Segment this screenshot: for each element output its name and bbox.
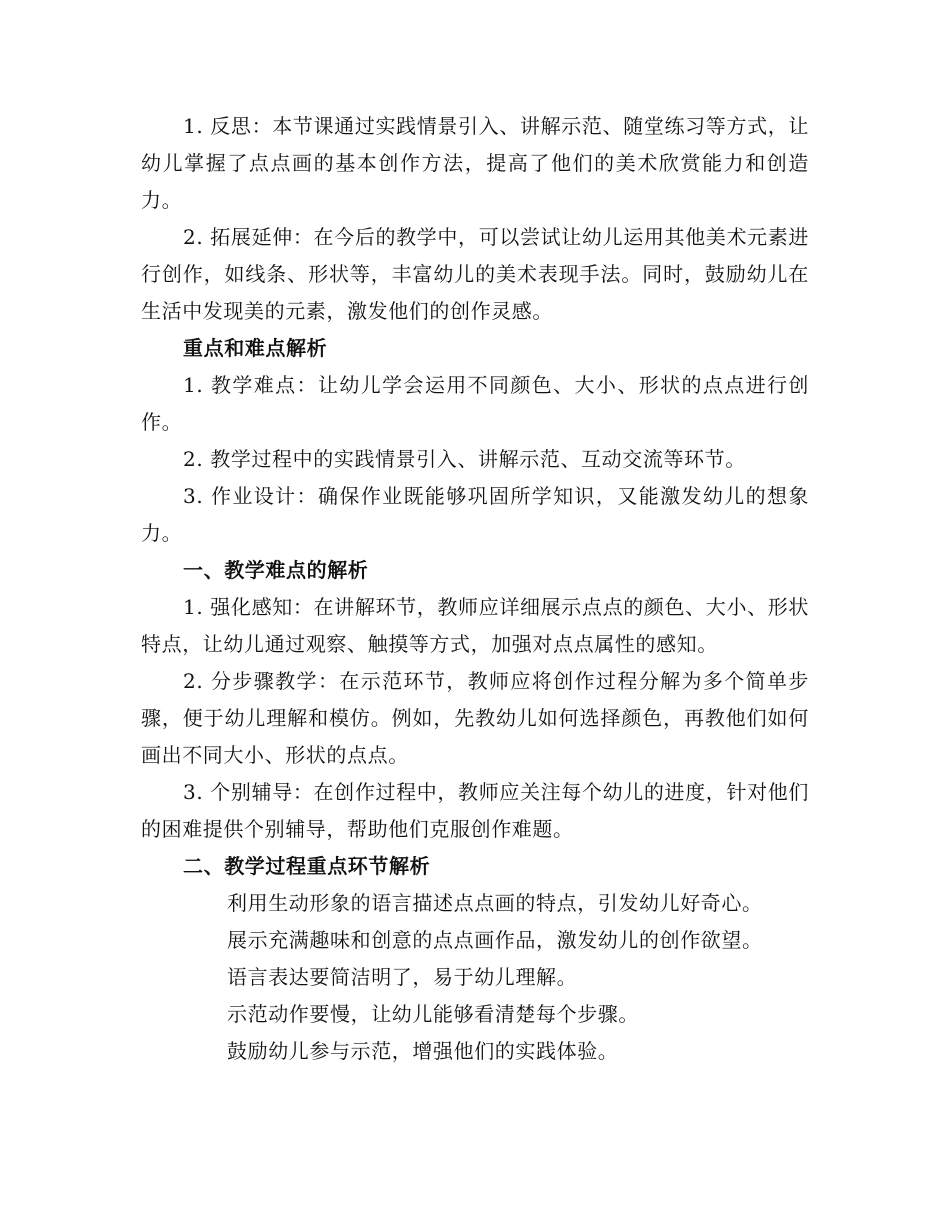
strengthen-perception-paragraph: 1. 强化感知：在讲解环节，教师应详细展示点点的颜色、大小、形状特点，让幼儿通过观察、触摸等方式，加强对点点属性的感知。 — [141, 595, 809, 656]
document-body — [141, 108, 809, 1070]
teaching-difficulty-paragraph: 1. 教学难点：让幼儿学会运用不同颜色、大小、形状的点点进行创作。 — [141, 373, 809, 434]
homework-design-paragraph: 3. 作业设计：确保作业既能够巩固所学知识，又能激发幼儿的想象力。 — [141, 484, 809, 545]
extension-paragraph: 2. 拓展延伸：在今后的教学中，可以尝试让幼儿运用其他美术元素进行创作，如线条、形状等，丰富幼儿的美术表现手法。同时，鼓励幼儿在生活中发现美的元素，激发他们的创作灵感。 — [141, 225, 809, 323]
section-two-heading: 二、教学过程重点环节解析 — [183, 854, 431, 878]
sub-item-slow-demo: 示范动作要慢，让幼儿能够看清楚每个步骤。 — [227, 1002, 639, 1026]
sub-item-concise-language: 语言表达要简洁明了，易于幼儿理解。 — [227, 965, 578, 989]
section-one-heading: 一、教学难点的解析 — [183, 558, 369, 582]
individual-guidance-paragraph: 3. 个别辅导：在创作过程中，教师应关注每个幼儿的进度，针对他们的困难提供个别辅导，帮助他们克服创作难题。 — [141, 780, 809, 841]
key-difficult-points-heading: 重点和难点解析 — [183, 336, 328, 360]
reflection-paragraph: 1. 反思：本节课通过实践情景引入、讲解示范、随堂练习等方式，让幼儿掌握了点点画的基本创作方法，提高了他们的美术欣赏能力和创造力。 — [141, 114, 809, 212]
sub-item-encourage-participation: 鼓励幼儿参与示范，增强他们的实践体验。 — [227, 1039, 619, 1063]
sub-item-vivid-language: 利用生动形象的语言描述点点画的特点，引发幼儿好奇心。 — [227, 891, 763, 915]
sub-item-show-works: 展示充满趣味和创意的点点画作品，激发幼儿的创作欲望。 — [227, 928, 763, 952]
teaching-process-paragraph: 2. 教学过程中的实践情景引入、讲解示范、互动交流等环节。 — [183, 447, 746, 471]
step-teaching-paragraph: 2. 分步骤教学：在示范环节，教师应将创作过程分解为多个简单步骤，便于幼儿理解和模仿。例如，先教幼儿如何选择颜色，再教他们如何画出不同大小、形状的点点。 — [141, 669, 809, 767]
